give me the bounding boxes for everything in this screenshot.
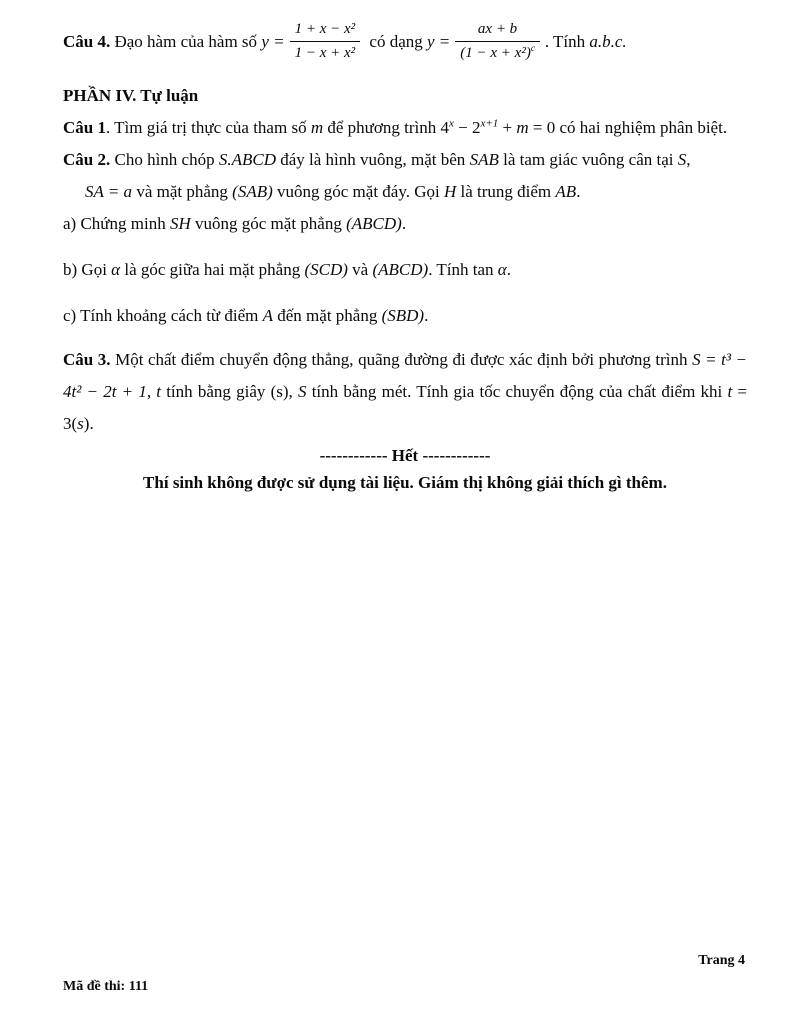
question-3-equation: S = t³ − 4t² − 2t + 1, t <box>63 350 747 401</box>
question-1: Câu 1. Tìm giá trị thực của tham số m để phương trình $4^x - 2^{x+1} + m = 0$ có hai nghiệm phân biệt. <box>63 117 728 137</box>
question-2-item-b: b) Gọi α là góc giữa hai mặt phẳng (SCD) và (ABCD). Tính tan α. <box>63 260 511 279</box>
equation-lhs-2: y = <box>427 31 451 51</box>
section-header: PHẦN IV. Tự luận <box>63 86 199 105</box>
fraction-2-numerator: ax + b <box>455 20 540 42</box>
fraction-1-denominator: 1 − x + x² <box>294 45 356 61</box>
page-number: Trang 4 <box>698 953 745 968</box>
end-marker: ------------ Hết ------------ <box>319 446 491 465</box>
question-4-abc: a.b.c. <box>589 31 627 51</box>
question-2-label: Câu 2. <box>63 150 111 169</box>
fraction-2 <box>455 20 540 63</box>
fraction-2-denominator: $(1 - x + x^2)^c$ <box>460 43 535 61</box>
question-1-equation: $4^x - 2^{x+1} + m = 0$ <box>440 117 556 137</box>
question-3-label: Câu 3. <box>63 350 111 369</box>
question-3: Câu 3. Một chất điểm chuyển động thẳng, quãng đường đi được xác định bởi phương trình S = t³ − 4t² − 2t + 1, t tính bằng giây (s), S tính bằng mét. Tính gia tốc chuyển động của chất điểm khi t = 3(s). <box>63 350 747 433</box>
question-4 <box>63 20 747 74</box>
document-body <box>63 14 747 494</box>
fraction-1 <box>290 20 361 63</box>
fraction-2-exponent: c <box>530 43 535 53</box>
question-4-mid: có dạng <box>365 31 427 51</box>
question-4-lead: Đạo hàm của hàm số <box>110 31 262 51</box>
exam-code: Mã đề thi: 111 <box>63 979 149 994</box>
question-2-line2: SA = a và mặt phẳng (SAB) vuông góc mặt đáy. Gọi H là trung điểm AB. <box>85 182 581 201</box>
question-2-item-a: a) Chứng minh SH vuông góc mặt phẳng (ABCD). <box>63 214 407 233</box>
fraction-1-numerator: 1 + x − x² <box>290 20 361 42</box>
exam-note: Thí sinh không được sử dụng tài liệu. Giám thị không giải thích gì thêm. <box>143 473 667 492</box>
question-1-label: Câu 1 <box>63 118 106 137</box>
question-4-tail: . Tính <box>544 31 590 51</box>
question-2-item-c: c) Tính khoảng cách từ điểm A đến mặt phẳng (SBD). <box>63 306 429 325</box>
question-4-label: Câu 4. <box>63 31 111 51</box>
equation-lhs-1: y = <box>261 31 285 51</box>
question-2: Câu 2. Cho hình chóp S.ABCD đáy là hình vuông, mặt bên SAB là tam giác vuông cân tại S, <box>63 150 691 169</box>
